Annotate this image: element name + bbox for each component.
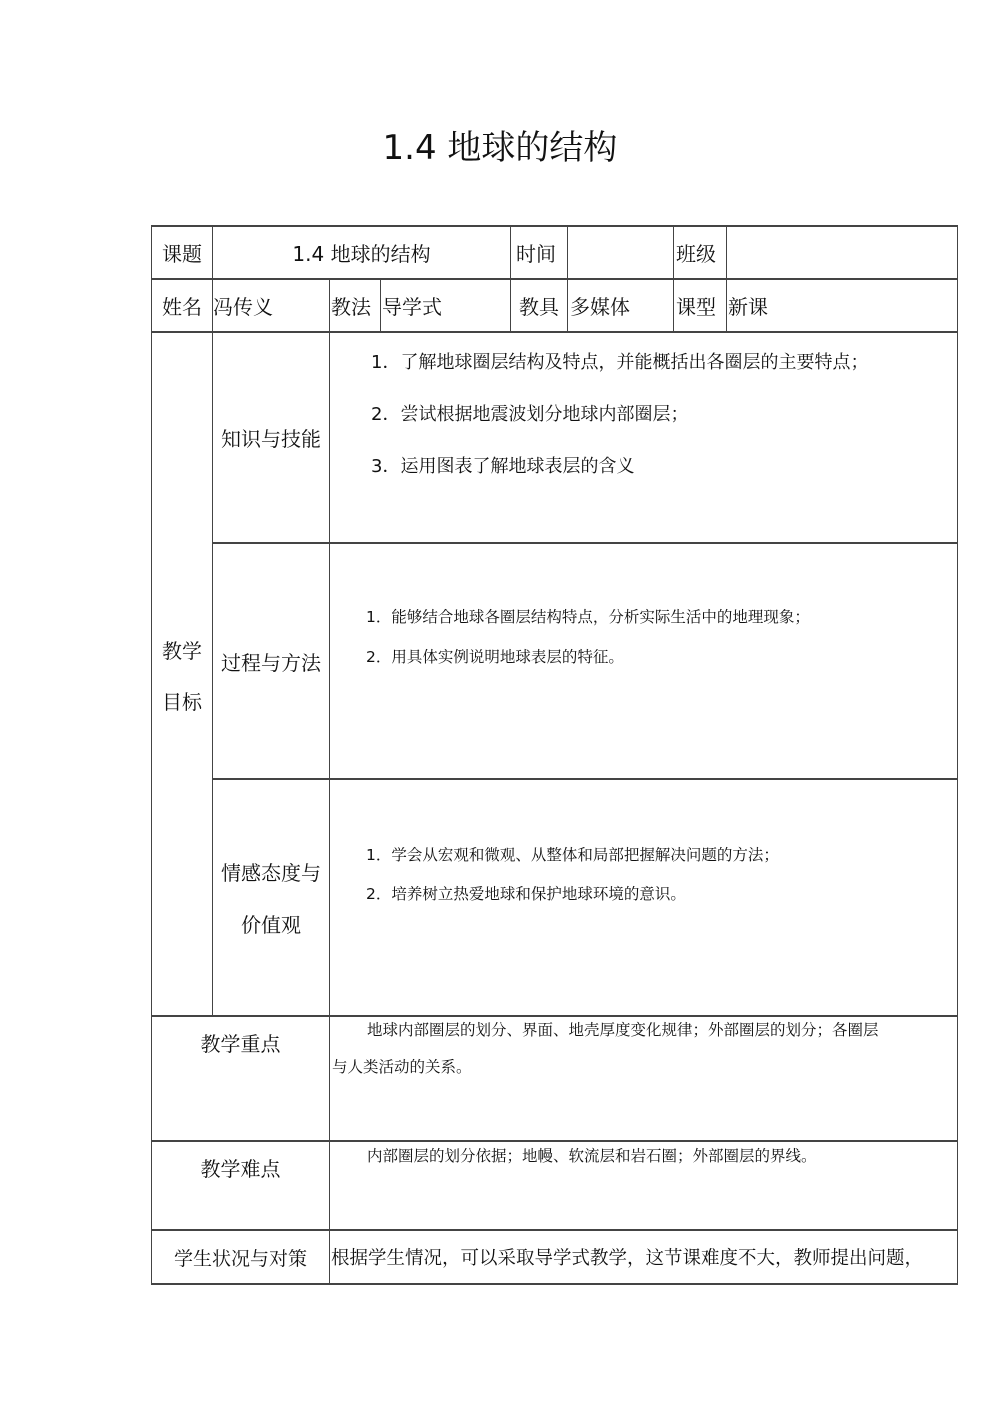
- knowledge-item: 2．尝试根据地震波划分地球内部圈层；: [371, 404, 689, 425]
- row-divider: [212, 778, 958, 780]
- col-divider: [673, 225, 674, 332]
- difficulties-label: 教学难点: [200, 1156, 281, 1181]
- class-value: [730, 227, 950, 278]
- knowledge-item: 3．运用图表了解地球表层的含义: [371, 456, 635, 477]
- row-divider: [151, 1015, 958, 1017]
- objectives-label-line1: 教学: [162, 638, 202, 663]
- topic-value: 1.4 地球的结构: [292, 242, 431, 266]
- row-divider: [212, 542, 958, 544]
- time-label: 时间: [516, 242, 556, 266]
- tools-value: 多媒体: [570, 295, 630, 319]
- name-label: 姓名: [162, 295, 202, 319]
- class-label: 班级: [676, 242, 716, 266]
- objectives-label-line2: 目标: [162, 689, 202, 714]
- process-item: 1．能够结合地球各圈层结构特点，分析实际生活中的地理现象；: [366, 608, 810, 626]
- col-divider: [726, 225, 727, 332]
- table-border-right: [957, 225, 958, 1285]
- knowledge-skills-label: 知识与技能: [221, 426, 321, 451]
- student-status-label: 学生状况与对策: [173, 1247, 307, 1270]
- document-title: 1.4 地球的结构: [382, 128, 618, 168]
- row-divider: [151, 331, 958, 333]
- type-value: 新课: [728, 295, 768, 319]
- emotion-item: 2．培养树立热爱地球和保护地球环境的意识。: [366, 885, 686, 903]
- time-value: [570, 227, 670, 278]
- key-points-line2: 与人类活动的关系。: [332, 1058, 472, 1076]
- col-divider: [380, 278, 381, 332]
- process-methods-label: 过程与方法: [221, 650, 321, 675]
- method-value: 导学式: [382, 295, 442, 319]
- type-label: 课型: [676, 295, 716, 319]
- key-points-label: 教学重点: [200, 1031, 281, 1056]
- student-status-text: 根据学生情况，可以采取导学式教学，这节课难度不大，教师提出问题，: [331, 1248, 924, 1269]
- topic-label: 课题: [162, 242, 202, 266]
- table-border-left: [151, 225, 152, 1285]
- key-points-line1: 地球内部圈层的划分、界面、地壳厚度变化规律；外部圈层的划分；各圈层: [367, 1021, 879, 1039]
- method-label: 教法: [331, 295, 371, 319]
- knowledge-item: 1．了解地球圈层结构及特点，并能概括出各圈层的主要特点；: [371, 352, 869, 373]
- emotion-values-label-line2: 价值观: [241, 912, 301, 937]
- process-item: 2．用具体实例说明地球表层的特征。: [366, 648, 624, 666]
- table-border-bottom: [151, 1283, 958, 1285]
- difficulties-text: 内部圈层的划分依据；地幔、软流层和岩石圈；外部圈层的界线。: [367, 1147, 817, 1165]
- col-divider: [212, 225, 213, 1017]
- emotion-values-label-line1: 情感态度与: [221, 860, 321, 885]
- emotion-item: 1．学会从宏观和微观、从整体和局部把握解决问题的方法；: [366, 846, 779, 864]
- col-divider: [329, 278, 330, 1284]
- name-value: 冯传义: [213, 295, 273, 319]
- tools-label: 教具: [519, 295, 559, 319]
- col-divider: [567, 225, 568, 332]
- row-divider: [151, 1140, 958, 1142]
